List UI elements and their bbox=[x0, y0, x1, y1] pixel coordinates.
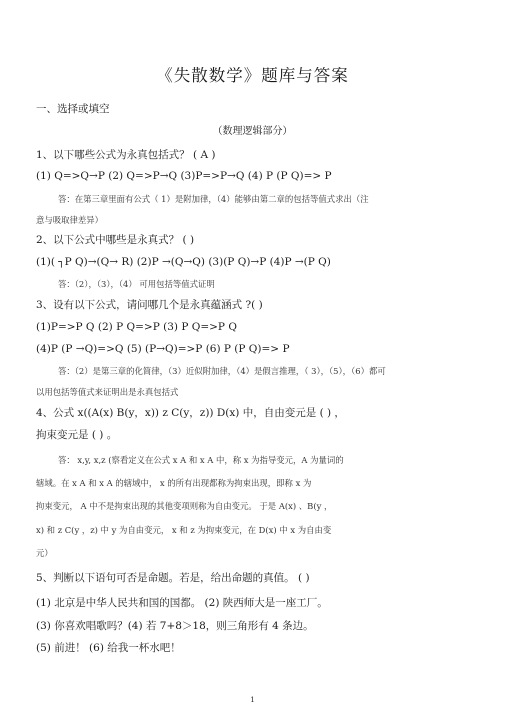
answer-4-line-4: x) 和 z C(y ，z) 中 y 为自由变元， x 和 z 为拘束变元，在 D(x) 中 x 为自由变 bbox=[36, 525, 332, 535]
question-5-items-c: (5) 前进！ (6) 给我一杯水吧！ bbox=[36, 642, 181, 654]
question-2: 2、以下公式中哪些是永真式？ ( ) bbox=[36, 234, 195, 246]
answer-1-line-1: 答：在第三章里面有公式（ 1）是附加律，（4）能够由第二章的包括等值式求出（注 bbox=[58, 194, 369, 204]
question-5-items-a: (1) 北京是中华人民共和国的国都。 (2) 陕西师大是一座工厂。 bbox=[36, 597, 328, 609]
question-3-options-a: (1)P=>P Q (2) P Q=>P (3) P Q=>P Q bbox=[36, 321, 237, 333]
page-number: 1 bbox=[250, 696, 255, 704]
question-5-items-b: (3) 你喜欢唱歌吗？(4) 若 7+8＞18，则三角形有 4 条边。 bbox=[36, 620, 314, 632]
answer-4-line-5: 元） bbox=[36, 548, 53, 558]
section-heading: 一、选择或填空 bbox=[36, 103, 110, 115]
answer-4-line-3: 拘束变元， A 中不是拘束出现的其他变项则称为自由变元。 于是 A(x) 、B(y ， bbox=[36, 501, 333, 511]
answer-4-line-1: 答： x,y, x,z (察看定义在公式 x A 和 x A 中，称 x 为指导变元，A 为量词的 bbox=[58, 455, 344, 465]
question-5: 5、判断以下语句可否是命题。若是，给出命题的真值。 ( ) bbox=[36, 572, 310, 584]
question-4-cont: 拘束变元是 ( ) 。 bbox=[36, 429, 118, 441]
answer-3-line-1: 答：（2）是第三章的化简律，（3）近似附加律，（4）是假言推理，（ 3），（5），（6）都可 bbox=[58, 366, 386, 376]
question-1-options: (1) Q=>Q→P (2) Q=>P→Q (3)P=>P→Q (4) P (P Q)=> P bbox=[36, 170, 332, 182]
question-2-options: (1)( ┐P Q)→(Q→ R) (2)P →(Q→Q) (3)(P Q)→P (4)P →(P Q) bbox=[36, 256, 331, 268]
answer-1-line-2: 意与吸取律差异） bbox=[36, 215, 103, 225]
subsection-heading: （数理逻辑部分） bbox=[212, 126, 293, 137]
question-1: 1、以下哪些公式为永真包括式？ ( A ) bbox=[36, 149, 216, 161]
answer-4-line-2: 辖域。在 x A 和 x A 的辖域中， x 的所有出现都称为拘束出现，即称 x 为 bbox=[36, 478, 312, 488]
document-title: 《失散数学》题库与答案 bbox=[156, 66, 349, 85]
question-3: 3、设有以下公式，请问哪几个是永真蕴涵式 ?( ) bbox=[36, 299, 263, 311]
answer-2: 答：（2），（3），（4） 可用包括等值式证明 bbox=[58, 279, 215, 289]
question-3-options-b: (4)P (P →Q)=>Q (5) (P→Q)=>P (6) P (P Q)=> P bbox=[36, 343, 290, 355]
answer-3-line-2: 以用包括等值式来证明出是永真包括式 bbox=[36, 387, 179, 397]
question-4: 4、公式 x((A(x) B(y，x)) z C(y，z)) D(x) 中，自由变元是 ( ) ， bbox=[36, 407, 345, 419]
